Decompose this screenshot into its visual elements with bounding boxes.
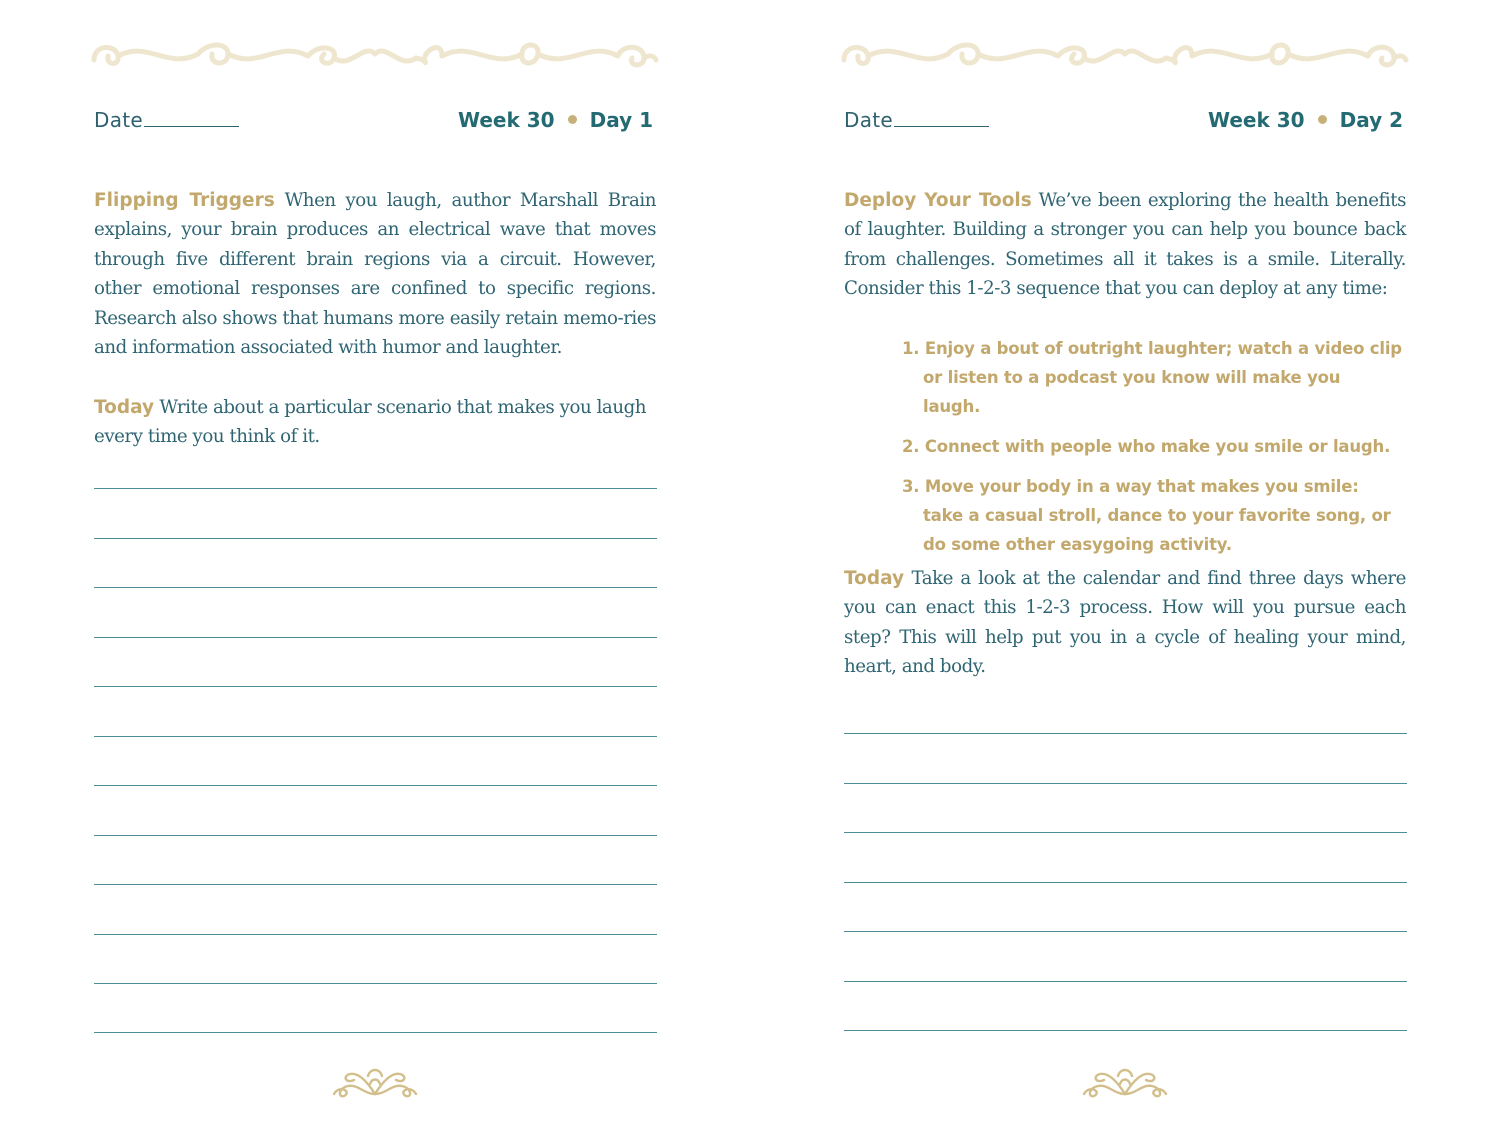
writing-line[interactable] <box>94 983 657 984</box>
writing-line[interactable] <box>844 783 1407 784</box>
week-label: Week 30 <box>458 108 555 132</box>
writing-line[interactable] <box>94 637 657 638</box>
writing-line[interactable] <box>94 587 657 588</box>
today-text: Write about a particular scenario that makes you laugh every time you think of it. <box>94 397 647 448</box>
date-label: Date <box>94 108 144 132</box>
writing-line[interactable] <box>844 981 1407 982</box>
section-heading: Deploy Your Tools <box>844 190 1032 211</box>
scroll-flourish-icon <box>88 36 662 72</box>
writing-line[interactable] <box>94 488 657 489</box>
list-item: 2. Connect with people who make you smile or laugh. <box>902 437 1391 456</box>
section-paragraph <box>844 186 1406 304</box>
date-blank-line[interactable] <box>144 112 239 127</box>
bullet-dot-icon <box>1318 115 1327 124</box>
page-header <box>94 108 657 138</box>
date-field[interactable] <box>94 108 239 132</box>
week-day-label <box>458 108 653 132</box>
writing-line[interactable] <box>844 733 1407 734</box>
today-text: Take a look at the calendar and find three days where you can enact this 1-2-3 process. How will you pursue each step? This will help put you in a cycle of healing your mind, heart, and body. <box>844 568 1406 678</box>
writing-line[interactable] <box>94 736 657 737</box>
small-scroll-flourish-icon <box>330 1064 420 1100</box>
day-label: Day 1 <box>589 108 653 132</box>
section-paragraph <box>94 186 656 362</box>
page-header <box>844 108 1407 138</box>
date-label: Date <box>844 108 894 132</box>
writing-line[interactable] <box>844 832 1407 833</box>
writing-line[interactable] <box>844 882 1407 883</box>
today-heading: Today <box>94 397 155 418</box>
writing-line[interactable] <box>844 1030 1407 1031</box>
writing-line[interactable] <box>94 686 657 687</box>
writing-line[interactable] <box>94 835 657 836</box>
date-blank-line[interactable] <box>894 112 989 127</box>
list-item: 1. Enjoy a bout of outright laughter; watch a video clip or listen to a podcast you know will make you laugh. <box>902 339 1402 416</box>
week-day-label <box>1208 108 1403 132</box>
writing-line[interactable] <box>94 1032 657 1033</box>
section-heading: Flipping Triggers <box>94 190 275 211</box>
list-item: 3. Move your body in a way that makes you smile: take a casual stroll, dance to your favorite song, or do some other easygoing activity. <box>902 477 1391 554</box>
scroll-flourish-icon <box>838 36 1412 72</box>
section-text: When you laugh, author Marshall Brain explains, your brain produces an electrical wave that moves through five different brain regions via a circuit. However, other emotional responses are confined to specific regions. Research also shows that humans more easily retain memo-ries and information associated with humor and laughter. <box>94 190 656 359</box>
section-text: We’ve been exploring the health benefits of laughter. Building a stronger you can help you bounce back from challenges. Sometimes all it takes is a smile. Literally. Consider this 1-2-3 sequence that you can deploy at any time: <box>844 190 1406 300</box>
date-field[interactable] <box>844 108 989 132</box>
day-label: Day 2 <box>1339 108 1403 132</box>
writing-line[interactable] <box>94 934 657 935</box>
steps-list <box>902 334 1402 570</box>
bullet-dot-icon <box>568 115 577 124</box>
writing-line[interactable] <box>94 538 657 539</box>
writing-line[interactable] <box>94 884 657 885</box>
today-heading: Today <box>844 568 905 589</box>
week-label: Week 30 <box>1208 108 1305 132</box>
writing-line[interactable] <box>94 785 657 786</box>
today-prompt <box>94 393 656 452</box>
writing-line[interactable] <box>844 931 1407 932</box>
